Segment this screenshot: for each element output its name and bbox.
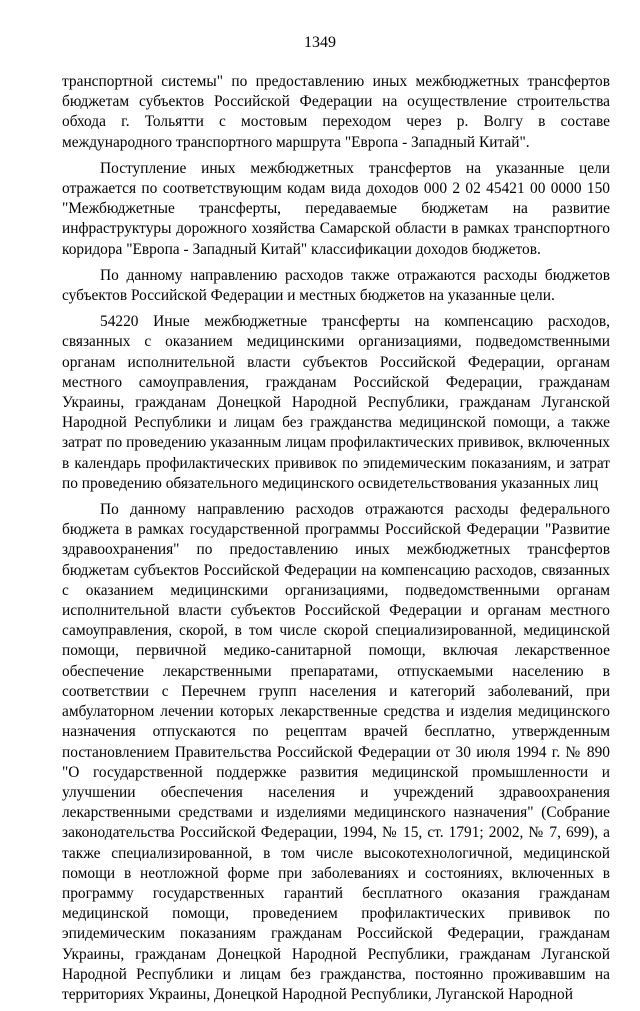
page-number: 1349 xyxy=(304,34,336,51)
paragraph-continuation: транспортной системы" по предоставлению иных межбюджетных трансфертов бюджетам субъектов Российской Федерации на осуществление строительства обхода г. Тольятти с мостовым переходом через р. Волгу в составе международного транспортного маршрута "Европа - Западный Китай". xyxy=(62,73,610,151)
paragraph-regional-budgets: По данному направлению расходов также отражаются расходы бюджетов субъектов Российской Федерации и местных бюджетов на указанные цели. xyxy=(62,266,610,305)
paragraph-54220-description: По данному направлению расходов отражаются расходы федерального бюджета в рамках государственной программы Российской Федерации "Развитие здравоохранения" по предоставлению иных межбюджетных трансфертов бюджетам субъектов Российской Федерации на компенсацию расходов, связанных с оказанием медицинскими организациями, подведомственными органам исполнительной власти субъектов Российской Федерации и органам местного самоуправления, скорой, в том числе скорой специализированной, медицинской помощи, первичной медико-санитарной помощи, включая лекарственное обеспечение лекарственными препаратами, отпускаемыми населению в соответствии с Перечнем групп населения и категорий заболеваний, при амбулаторном лечении которых лекарственные средства и изделия медицинского назначения отпускаются по рецептам врачей бесплатно, утвержденным постановлением Правительства Российской Федерации от 30 июля 1994 г. № 890 "О государственной поддержке развития медицинской промышленности и улучшении обеспечения населения и учреждений здравоохранения лекарственными средствами и изделиями медицинского назначения" (Собрание законодательства Российской Федерации, 1994, № 15, ст. 1791; 2002, № 7, 699), а также специализированной, в том числе высокотехнологичной, медицинской помощи в неотложной форме при заболеваниях и состояниях, включенных в программу государственных гарантий бесплатного оказания гражданам медицинской помощи, проведением профилактических прививок по эпидемическим показаниям гражданам Российской Федерации, гражданам Украины, гражданам Донецкой Народной Республики, гражданам Луганской Народной Республики и лицам без гражданства, постоянно проживавшим на территориях Украины, Донецкой Народной Республики, Луганской Народной xyxy=(62,501,610,1003)
paragraph-income-codes: Поступление иных межбюджетных трансфертов на указанные цели отражается по соответствующим кодам вида доходов 000 2 02 45421 00 0000 150 "Межбюджетные трансферты, передаваемые бюджетам на развитие инфраструктуры дорожного хозяйства Самарской области в рамках транспортного коридора "Европа - Западный Китай" классификации доходов бюджетов. xyxy=(62,159,610,258)
document-body xyxy=(62,72,610,1011)
paragraph-54220-heading: 54220 Иные межбюджетные трансферты на компенсацию расходов, связанных с оказанием медицинскими организациями, подведомственными органам исполнительной власти субъектов Российской Федерации, органам местного самоуправления, гражданам Российской Федерации, гражданам Украины, гражданам Донецкой Народной Республики, гражданам Луганской Народной Республики и лицам без гражданства медицинской помощи, а также затрат по проведению указанным лицам профилактических прививок, включенных в календарь профилактических прививок по эпидемическим показаниям, и затрат по проведению обязательного медицинского освидетельствования указанных лиц xyxy=(62,313,610,492)
